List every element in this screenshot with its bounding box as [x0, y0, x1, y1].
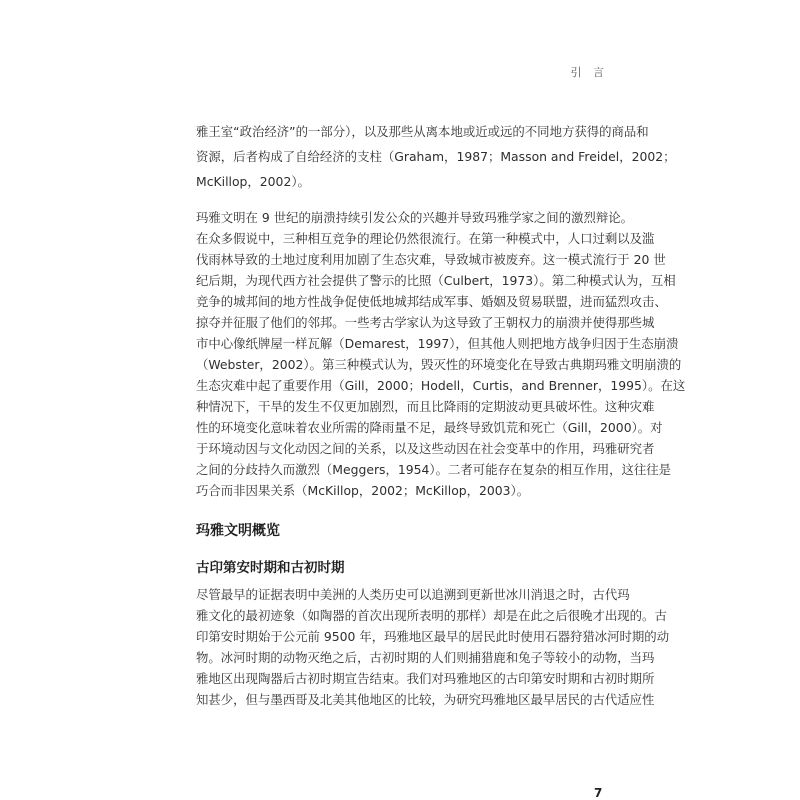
- paragraph2-line: 玛雅文明在 9 世纪的崩溃持续引发公众的兴趣并导致玛雅学家之间的激烈辩论。: [196, 210, 634, 225]
- page-number: 7: [594, 786, 603, 800]
- paragraph2-line: 巧合而非因果关系（McKillop，2002；McKillop，2003）。: [196, 483, 530, 498]
- paragraph2-line: 性的环境变化意味着农业所需的降雨量不足，最终导致饥荒和死亡（Gill，2000）。对: [196, 420, 663, 435]
- paragraph2-line: 掠夺并征服了他们的邻邦。一些考古学家认为这导致了王朝权力的崩溃并使得那些城: [196, 315, 655, 330]
- paragraph2-line: 种情况下，干旱的发生不仅更加剧烈，而且比降雨的定期波动更具破坏性。这种灾难: [196, 399, 655, 414]
- paragraph1-line: McKillop，2002）。: [196, 174, 310, 189]
- paragraph1-line: 资源，后者构成了自给经济的支柱（Graham，1987；Masson and Freidel，2002；: [196, 149, 676, 164]
- paragraph2-line: 纪后期，为现代西方社会提供了警示的比照（Culbert，1973）。第二种模式认为，互相: [196, 273, 676, 288]
- paragraph2-line: 之间的分歧持久而激烈（Meggers，1954）。二者可能存在复杂的相互作用，这往往是: [196, 462, 672, 477]
- paragraph3-line: 雅文化的最初迹象（如陶器的首次出现所表明的那样）却是在此之后很晚才出现的。古: [196, 608, 667, 623]
- paragraph3-line: 尽管最早的证据表明中美洲的人类历史可以追溯到更新世冰川消退之时，古代玛: [196, 587, 630, 602]
- paragraph2-line: 伐雨林导致的土地过度利用加剧了生态灾难，导致城市被废弃。这一模式流行于 20 世: [196, 252, 666, 267]
- running-header: 引 言: [570, 66, 608, 79]
- paragraph2-line: 在众多假说中，三种相互竞争的理论仍然很流行。在第一种模式中，人口过剩以及滥: [196, 231, 655, 246]
- paragraph3-line: 物。冰河时期的动物灭绝之后，古初时期的人们则捕猎鹿和兔子等较小的动物，当玛: [196, 650, 655, 665]
- paragraph3-line: 印第安时期始于公元前 9500 年，玛雅地区最早的居民此时使用石器狩猎冰河时期的动: [196, 629, 670, 644]
- paragraph1-line: 雅王室“政治经济”的一部分），以及那些从离本地或近或远的不同地方获得的商品和: [196, 124, 649, 139]
- paragraph2-line: 市中心像纸牌屋一样瓦解（Demarest，1997），但其他人则把地方战争归因于生态崩溃: [196, 336, 679, 351]
- paragraph2-line: 竞争的城邦间的地方性战争促使低地城邦结成军事、婚姻及贸易联盟，进而猛烈攻击、: [196, 294, 667, 309]
- subsection-title: 古印第安时期和古初时期: [196, 560, 345, 576]
- paragraph2-line: （Webster，2002）。第三种模式认为，毁灭性的环境变化在导致古典期玛雅文明崩溃的: [196, 357, 682, 372]
- paragraph3-line: 知甚少，但与墨西哥及北美其他地区的比较，为研究玛雅地区最早居民的古代适应性: [196, 692, 655, 707]
- paragraph3-line: 雅地区出现陶器后古初时期宣告结束。我们对玛雅地区的古印第安时期和古初时期所: [196, 671, 655, 686]
- paragraph2-line: 于环境动因与文化动因之间的关系，以及这些动因在社会变革中的作用，玛雅研究者: [196, 441, 655, 456]
- paragraph2-line: 生态灾难中起了重要作用（Gill，2000；Hodell，Curtis，and Brenner，1995）。在这: [196, 378, 686, 393]
- section-title: 玛雅文明概览: [196, 523, 280, 539]
